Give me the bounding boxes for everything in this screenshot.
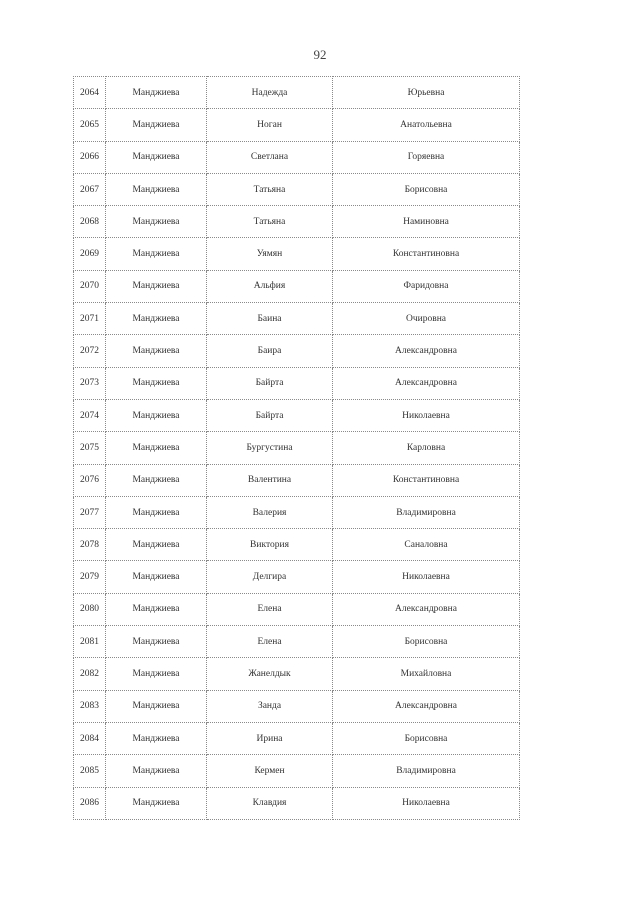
table-row: [74, 367, 520, 399]
first-name-cell: Ноган: [207, 109, 333, 141]
table-row: [74, 722, 520, 754]
table-row: [74, 206, 520, 238]
last-name-cell: Манджиева: [106, 206, 207, 238]
patronymic-cell: Николаевна: [333, 787, 520, 819]
patronymic-cell: Фаридовна: [333, 270, 520, 302]
last-name-cell: Манджиева: [106, 238, 207, 270]
table-row: [74, 593, 520, 625]
row-number-cell: 2083: [74, 690, 106, 722]
registry-table: [73, 76, 520, 820]
last-name-cell: Манджиева: [106, 755, 207, 787]
first-name-cell: Светлана: [207, 141, 333, 173]
patronymic-cell: Николаевна: [333, 561, 520, 593]
first-name-cell: Валерия: [207, 496, 333, 528]
registry-body: [74, 77, 520, 820]
first-name-cell: Занда: [207, 690, 333, 722]
patronymic-cell: Анатольевна: [333, 109, 520, 141]
last-name-cell: Манджиева: [106, 109, 207, 141]
row-number-cell: 2082: [74, 658, 106, 690]
first-name-cell: Баира: [207, 335, 333, 367]
table-row: [74, 399, 520, 431]
table-row: [74, 432, 520, 464]
last-name-cell: Манджиева: [106, 367, 207, 399]
patronymic-cell: Михайловна: [333, 658, 520, 690]
row-number-cell: 2070: [74, 270, 106, 302]
last-name-cell: Манджиева: [106, 561, 207, 593]
first-name-cell: Татьяна: [207, 206, 333, 238]
row-number-cell: 2074: [74, 399, 106, 431]
table-row: [74, 303, 520, 335]
patronymic-cell: Александровна: [333, 690, 520, 722]
row-number-cell: 2067: [74, 173, 106, 205]
row-number-cell: 2077: [74, 496, 106, 528]
first-name-cell: Елена: [207, 626, 333, 658]
patronymic-cell: Саналовна: [333, 529, 520, 561]
last-name-cell: Манджиева: [106, 787, 207, 819]
table-row: [74, 561, 520, 593]
patronymic-cell: Александровна: [333, 335, 520, 367]
patronymic-cell: Владимировна: [333, 496, 520, 528]
patronymic-cell: Александровна: [333, 367, 520, 399]
first-name-cell: Альфия: [207, 270, 333, 302]
last-name-cell: Манджиева: [106, 173, 207, 205]
row-number-cell: 2079: [74, 561, 106, 593]
patronymic-cell: Константиновна: [333, 464, 520, 496]
last-name-cell: Манджиева: [106, 496, 207, 528]
table-row: [74, 109, 520, 141]
last-name-cell: Манджиева: [106, 432, 207, 464]
row-number-cell: 2071: [74, 303, 106, 335]
patronymic-cell: Карловна: [333, 432, 520, 464]
table-row: [74, 496, 520, 528]
patronymic-cell: Борисовна: [333, 722, 520, 754]
last-name-cell: Манджиева: [106, 690, 207, 722]
last-name-cell: Манджиева: [106, 593, 207, 625]
last-name-cell: Манджиева: [106, 722, 207, 754]
row-number-cell: 2086: [74, 787, 106, 819]
table-row: [74, 173, 520, 205]
first-name-cell: Валентина: [207, 464, 333, 496]
first-name-cell: Байрта: [207, 367, 333, 399]
patronymic-cell: Борисовна: [333, 173, 520, 205]
table-row: [74, 335, 520, 367]
first-name-cell: Уямян: [207, 238, 333, 270]
patronymic-cell: Александровна: [333, 593, 520, 625]
row-number-cell: 2076: [74, 464, 106, 496]
row-number-cell: 2068: [74, 206, 106, 238]
row-number-cell: 2080: [74, 593, 106, 625]
last-name-cell: Манджиева: [106, 141, 207, 173]
last-name-cell: Манджиева: [106, 626, 207, 658]
last-name-cell: Манджиева: [106, 303, 207, 335]
last-name-cell: Манджиева: [106, 658, 207, 690]
row-number-cell: 2065: [74, 109, 106, 141]
first-name-cell: Татьяна: [207, 173, 333, 205]
table-row: [74, 141, 520, 173]
first-name-cell: Бургустина: [207, 432, 333, 464]
patronymic-cell: Наминовна: [333, 206, 520, 238]
last-name-cell: Манджиева: [106, 77, 207, 109]
first-name-cell: Байрта: [207, 399, 333, 431]
first-name-cell: Елена: [207, 593, 333, 625]
table-row: [74, 787, 520, 819]
table-row: [74, 658, 520, 690]
row-number-cell: 2084: [74, 722, 106, 754]
table-row: [74, 270, 520, 302]
first-name-cell: Клавдия: [207, 787, 333, 819]
first-name-cell: Делгира: [207, 561, 333, 593]
patronymic-cell: Очировна: [333, 303, 520, 335]
table-row: [74, 755, 520, 787]
row-number-cell: 2081: [74, 626, 106, 658]
row-number-cell: 2066: [74, 141, 106, 173]
table-row: [74, 77, 520, 109]
last-name-cell: Манджиева: [106, 270, 207, 302]
table-row: [74, 529, 520, 561]
first-name-cell: Баина: [207, 303, 333, 335]
patronymic-cell: Горяевна: [333, 141, 520, 173]
patronymic-cell: Борисовна: [333, 626, 520, 658]
row-number-cell: 2073: [74, 367, 106, 399]
last-name-cell: Манджиева: [106, 399, 207, 431]
first-name-cell: Жанелдык: [207, 658, 333, 690]
first-name-cell: Кермен: [207, 755, 333, 787]
row-number-cell: 2069: [74, 238, 106, 270]
row-number-cell: 2072: [74, 335, 106, 367]
patronymic-cell: Владимировна: [333, 755, 520, 787]
last-name-cell: Манджиева: [106, 464, 207, 496]
table-row: [74, 690, 520, 722]
row-number-cell: 2075: [74, 432, 106, 464]
page-number: 92: [313, 47, 327, 62]
table-row: [74, 464, 520, 496]
last-name-cell: Манджиева: [106, 529, 207, 561]
first-name-cell: Виктория: [207, 529, 333, 561]
row-number-cell: 2064: [74, 77, 106, 109]
row-number-cell: 2078: [74, 529, 106, 561]
patronymic-cell: Николаевна: [333, 399, 520, 431]
table-row: [74, 626, 520, 658]
last-name-cell: Манджиева: [106, 335, 207, 367]
first-name-cell: Ирина: [207, 722, 333, 754]
patronymic-cell: Юрьевна: [333, 77, 520, 109]
patronymic-cell: Константиновна: [333, 238, 520, 270]
row-number-cell: 2085: [74, 755, 106, 787]
first-name-cell: Надежда: [207, 77, 333, 109]
table-row: [74, 238, 520, 270]
